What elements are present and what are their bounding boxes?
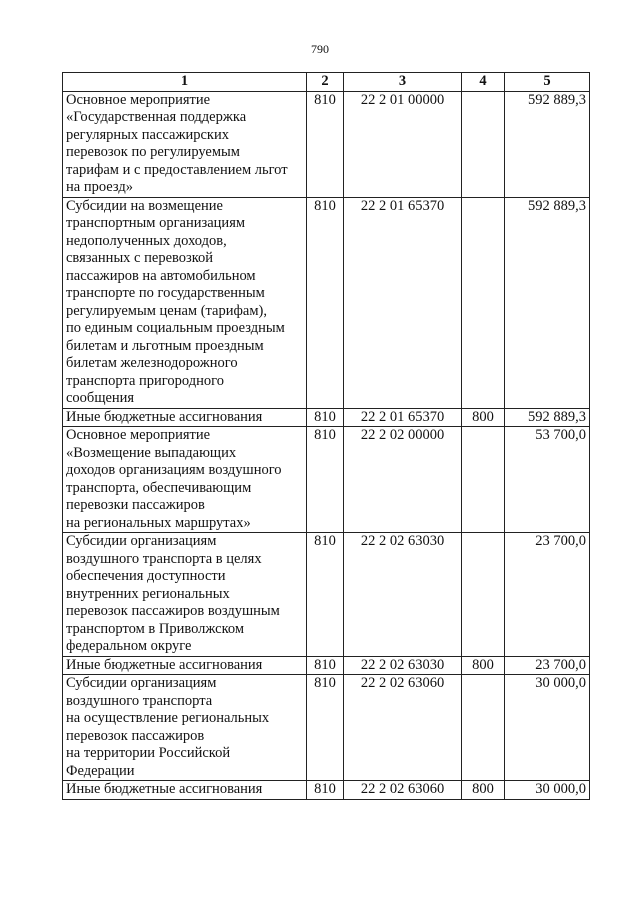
row-amount-cell: 23 700,0 xyxy=(505,533,590,657)
row-amount-cell: 592 889,3 xyxy=(505,197,590,408)
row-amount-cell: 30 000,0 xyxy=(505,781,590,800)
table-row xyxy=(63,408,590,427)
row-target-item-code-cell: 22 2 02 63060 xyxy=(344,675,462,781)
row-name-cell: Иные бюджетные ассигнования xyxy=(63,408,307,427)
table-row xyxy=(63,656,590,675)
row-name-cell: Основное мероприятие «Государственная поддержка регулярных пассажирских перевозок по регулируемым тарифам и с предоставлением льгот на проезд» xyxy=(63,91,307,197)
row-target-item-code-cell: 22 2 02 63030 xyxy=(344,533,462,657)
row-target-item-code-cell: 22 2 01 00000 xyxy=(344,91,462,197)
row-expense-type-cell: 800 xyxy=(462,408,505,427)
row-expense-type-cell xyxy=(462,533,505,657)
table-row xyxy=(63,675,590,781)
row-name-cell: Иные бюджетные ассигнования xyxy=(63,656,307,675)
row-ministry-code-cell: 810 xyxy=(307,427,344,533)
row-ministry-code-cell: 810 xyxy=(307,656,344,675)
row-name-cell: Иные бюджетные ассигнования xyxy=(63,781,307,800)
row-expense-type-cell xyxy=(462,197,505,408)
column-header-4: 4 xyxy=(462,73,505,92)
table-row xyxy=(63,91,590,197)
row-ministry-code-cell: 810 xyxy=(307,197,344,408)
table-header-row xyxy=(63,73,590,92)
row-ministry-code-cell: 810 xyxy=(307,408,344,427)
table-row xyxy=(63,781,590,800)
row-ministry-code-cell: 810 xyxy=(307,781,344,800)
row-name-cell: Субсидии на возмещение транспортным организациям недополученных доходов, связанных с перевозкой пассажиров на автомобильном транспорте по государственным регулируемым ценам (тарифам), по единым социальным проездным билетам и льготным проездным билетам железнодорожного транспорта пригородного сообщения xyxy=(63,197,307,408)
row-amount-cell: 53 700,0 xyxy=(505,427,590,533)
row-amount-cell: 23 700,0 xyxy=(505,656,590,675)
row-expense-type-cell xyxy=(462,427,505,533)
column-header-2: 2 xyxy=(307,73,344,92)
row-amount-cell: 592 889,3 xyxy=(505,408,590,427)
table-row xyxy=(63,427,590,533)
budget-table xyxy=(62,72,590,800)
table-row xyxy=(63,533,590,657)
row-name-cell: Субсидии организациям воздушного транспорта на осуществление региональных перевозок пассажиров на территории Российской Федерации xyxy=(63,675,307,781)
column-header-1: 1 xyxy=(63,73,307,92)
row-amount-cell: 592 889,3 xyxy=(505,91,590,197)
row-target-item-code-cell: 22 2 02 63030 xyxy=(344,656,462,675)
column-header-5: 5 xyxy=(505,73,590,92)
row-target-item-code-cell: 22 2 01 65370 xyxy=(344,408,462,427)
column-header-3: 3 xyxy=(344,73,462,92)
row-expense-type-cell: 800 xyxy=(462,656,505,675)
row-amount-cell: 30 000,0 xyxy=(505,675,590,781)
row-ministry-code-cell: 810 xyxy=(307,675,344,781)
row-expense-type-cell: 800 xyxy=(462,781,505,800)
page-number: 790 xyxy=(311,42,329,56)
row-name-cell: Субсидии организациям воздушного транспорта в целях обеспечения доступности внутренних региональных перевозок пассажиров воздушным транспортом в Приволжском федеральном округе xyxy=(63,533,307,657)
row-ministry-code-cell: 810 xyxy=(307,533,344,657)
row-target-item-code-cell: 22 2 02 00000 xyxy=(344,427,462,533)
row-target-item-code-cell: 22 2 01 65370 xyxy=(344,197,462,408)
row-name-cell: Основное мероприятие «Возмещение выпадающих доходов организациям воздушного транспорта, обеспечивающим перевозки пассажиров на региональных маршрутах» xyxy=(63,427,307,533)
row-expense-type-cell xyxy=(462,675,505,781)
row-expense-type-cell xyxy=(462,91,505,197)
table-row xyxy=(63,197,590,408)
row-target-item-code-cell: 22 2 02 63060 xyxy=(344,781,462,800)
row-ministry-code-cell: 810 xyxy=(307,91,344,197)
